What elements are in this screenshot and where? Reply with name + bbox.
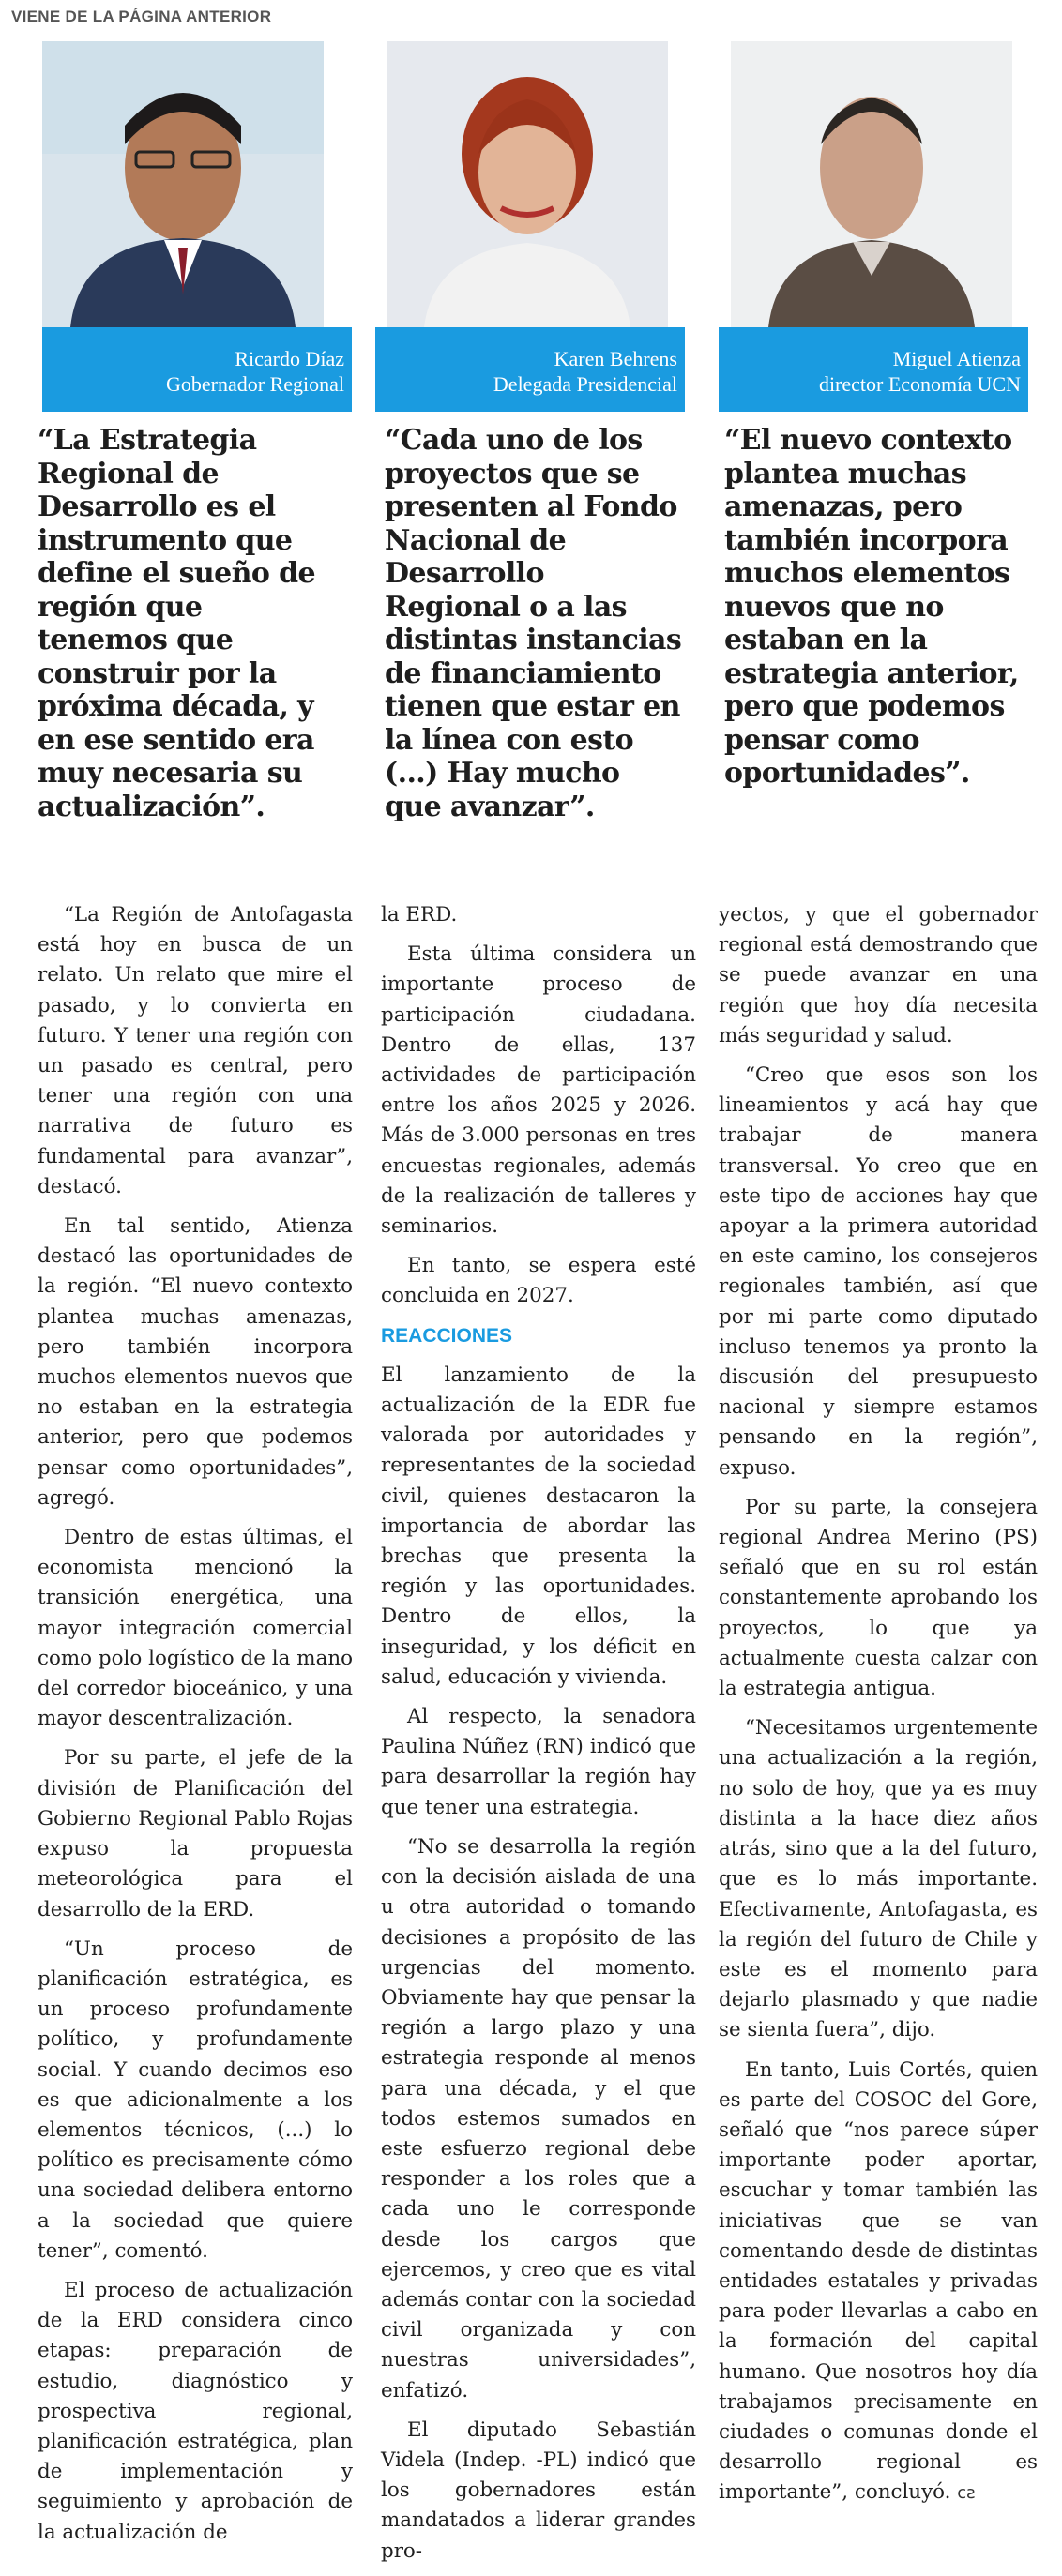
- paragraph: En tal sentido, Atienza destacó las oportunidades de la región. “El nuevo contexto plantea muchas amenazas, pero también incorpora muchos elementos nuevos que no estaban en la estrategia anterior, pero que podemos pensar como oportunidades”, agregó.: [38, 1214, 353, 1510]
- caption-miguel-atienza: [719, 327, 1028, 412]
- paragraph: “No se desarrolla la región con la decisión aislada de una u otra autoridad o tomando decisiones a propósito de las urgencias del momento. Obviamente hay que pensar la región a largo plazo y una estrategia responde al menos para una década, y el que todos estemos sumados en este esfuerzo regional debe responder a los roles que a cada uno le corresponde desde los cargos que ejercemos, y creo que es vital además contar con la sociedad civil organizada y con nuestras universidades”, enfatizó.: [381, 1834, 696, 2403]
- paragraph: Al respecto, la senadora Paulina Núñez (RN) indicó que para desarrollar la región hay que tener una estrategia.: [381, 1705, 696, 1819]
- caption-name: Miguel Atienza: [892, 347, 1021, 370]
- article-column-2: [381, 900, 696, 2576]
- paragraph: Por su parte, la consejera regional Andrea Merino (PS) señaló que en su rol están constantemente aprobando los proyectos, lo que ya actualmente cuesta calzar con la estrategia antigua.: [719, 1495, 1038, 1701]
- caption-role: director Economía UCN: [818, 372, 1021, 396]
- paragraph: Por su parte, el jefe de la división de Planificación del Gobierno Regional Pablo Rojas expuso la propuesta meteorológica para el desarrollo de la ERD.: [38, 1746, 353, 1921]
- article-column-3: [719, 900, 1038, 2519]
- pull-quote-karen-behrens: “Cada uno de los proyectos que se presenten al Fondo Nacional de Desarrollo Regional o a las distintas instancias de financiamiento tienen que estar en la línea con esto (...) Hay mucho que avanzar”.: [385, 424, 682, 823]
- paragraph: “Creo que esos son los lineamientos y acá hay que trabajar de manera transversal. Yo creo que en este tipo de acciones hay que apoyar a la primera autoridad en este camino, los consejeros regionales también, así que por mi parte como diputado incluso tenemos ya pronto la discusión del presupuesto nacional y siempre estamos pensando en la región”, expuso.: [719, 1063, 1038, 1480]
- section-title: REACCIONES: [381, 1324, 513, 1347]
- photo-karen-behrens: [387, 41, 668, 327]
- kicker: VIENE DE LA PÁGINA ANTERIOR: [11, 8, 272, 25]
- paragraph: Dentro de estas últimas, el economista mencionó la transición energética, una mayor integración comercial como polo logístico de la mano del corredor bioceánico, y una mayor descentralización.: [38, 1526, 353, 1731]
- paragraph-text: En tanto, Luis Cortés, quien es parte del COSOC del Gore, señaló que “nos parece súper importante poder aportar, escuchar y tomar también las iniciativas que se van comentando desde de distintas entidades estatales y privadas para poder llevarlas a cabo en la formación del capital humano. Que nosotros hoy día trabajamos precisamente en ciudades o comunas donde el desarrollo regional es importante”, concluyó.: [719, 2057, 1038, 2505]
- paragraph: El proceso de actualización de la ERD considera cinco etapas: preparación de estudio, diagnóstico y prospectiva regional, planificación estratégica, plan de implementación y seguimiento y aprobación de la actualización de: [38, 2278, 353, 2544]
- caption-role: Delegada Presidencial: [493, 372, 677, 396]
- paragraph: [719, 2056, 1038, 2509]
- end-mark-icon: ᴄƨ: [957, 2483, 976, 2504]
- paragraph: “La Región de Antofagasta está hoy en busca de un relato. Un relato que mire el pasado, y lo convierta en futuro. Y tener una región con un pasado es central, pero tener una región con una narrativa de futuro es fundamental para avanzar”, destacó.: [38, 903, 353, 1198]
- article-column-1: [38, 900, 353, 2557]
- caption-name: Ricardo Díaz: [235, 347, 344, 370]
- paragraph: “Necesitamos urgentemente una actualización a la región, no solo de hoy, que ya es muy distinta a la hace diez años atrás, sino que a la del futuro, que es lo más importante. Efectivamente, Antofagasta, es la región del futuro de Chile y este es el momento para dejarlo plasmado y que nadie se sienta fuera”, dijo.: [719, 1716, 1038, 2042]
- pull-quote-ricardo-diaz: “La Estrategia Regional de Desarrollo es el instrumento que define el sueño de región que tenemos que construir por la próxima década, y en ese sentido era muy necesaria su actualización”.: [38, 424, 315, 823]
- paragraph: yectos, y que el gobernador regional está demostrando que se puede avanzar en una región que hoy día necesita más seguridad y salud.: [719, 903, 1038, 1047]
- paragraph: El diputado Sebastián Videla (Indep. -PL) indicó que los gobernadores están mandatados a liderar grandes pro-: [381, 2418, 696, 2563]
- paragraph: En tanto, se espera esté concluida en 2027.: [381, 1254, 696, 1308]
- caption-name: Karen Behrens: [554, 347, 677, 370]
- photo-ricardo-diaz: [42, 41, 324, 327]
- caption-karen-behrens: [375, 327, 685, 412]
- photo-miguel-atienza: [731, 41, 1012, 327]
- paragraph: “Un proceso de planificación estratégica, es un proceso profundamente político, y profundamente social. Y cuando decimos eso es que adicionalmente a los elementos técnicos, (...) lo político es precisamente cómo una sociedad delibera entorno a la sociedad que quiere tener”, comentó.: [38, 1936, 353, 2263]
- paragraph: la ERD.: [381, 903, 458, 926]
- pull-quote-miguel-atienza: “El nuevo contexto plantea muchas amenazas, pero también incorpora muchos elementos nuevos que no estaban en la estrategia anterior, pero que podemos pensar como oportunidades”.: [724, 424, 1019, 790]
- caption-role: Gobernador Regional: [166, 372, 344, 396]
- paragraph: El lanzamiento de la actualización de la EDR fue valorada por autoridades y representantes de la sociedad civil, quienes destacaron la importancia de abordar las brechas que presenta la región y las oportunidades. Dentro de ellos, la inseguridad, y los déficit en salud, educación y vivienda.: [381, 1363, 696, 1689]
- paragraph: Esta última considera un importante proceso de participación ciudadana. Dentro de ellas, 137 actividades de participación entre los años 2025 y 2026. Más de 3.000 personas en tres encuestas regionales, además de la realización de talleres y seminarios.: [381, 942, 696, 1239]
- caption-ricardo-diaz: [42, 327, 352, 412]
